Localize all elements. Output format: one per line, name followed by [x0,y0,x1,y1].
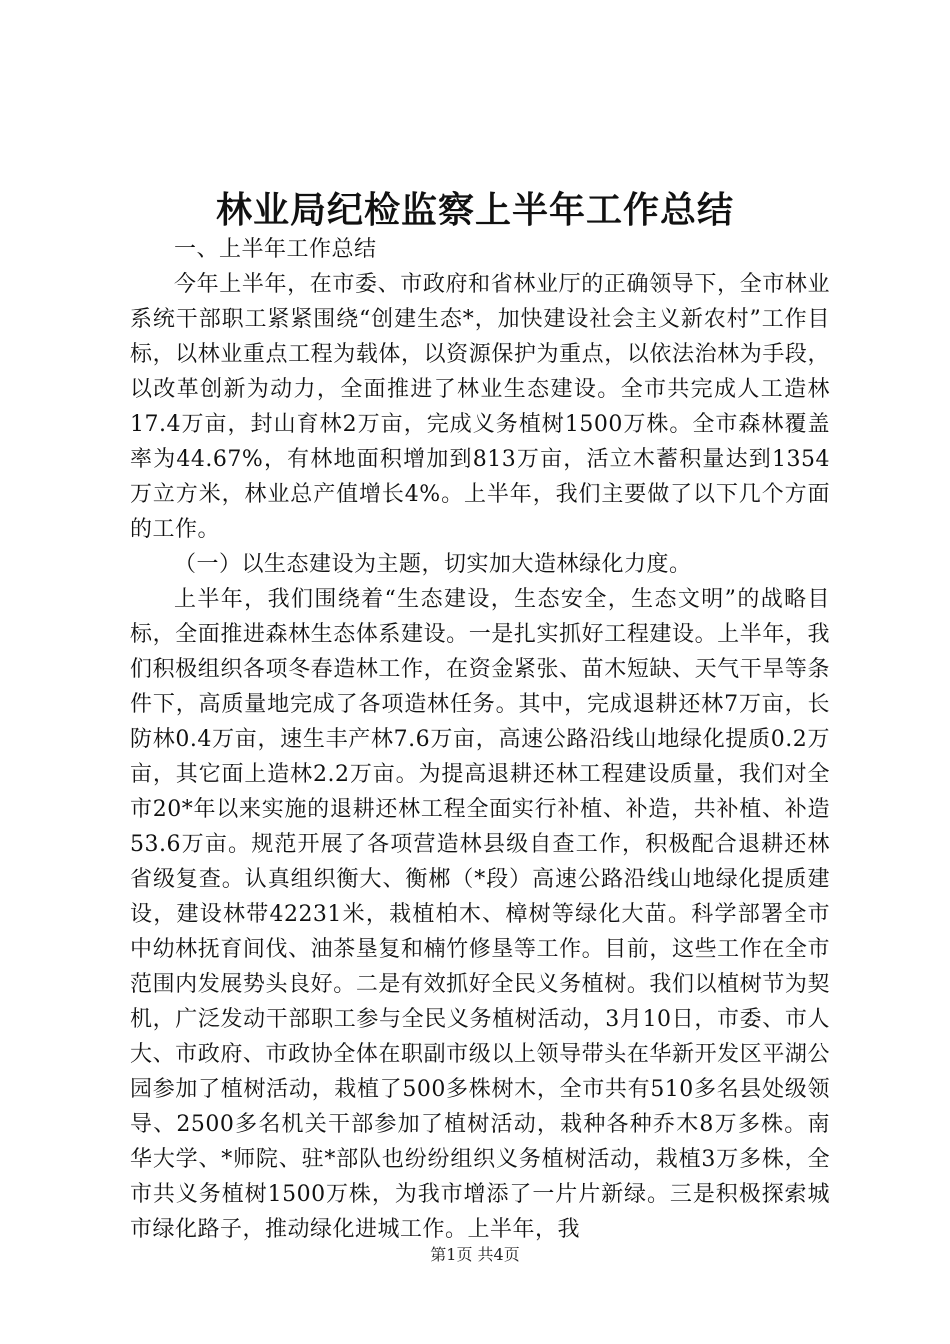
page-number-footer: 第1页 共4页 [430,1245,520,1264]
document-body [130,232,830,1247]
paragraph-summary: 今年上半年，在市委、市政府和省林业厅的正确领导下，全市林业系统干部职工紧紧围绕“创建生态*，加快建设社会主义新农村”工作目标，以林业重点工程为载体，以资源保护为重点，以依法治林为手段，以改革创新为动力，全面推进了林业生态建设。全市共完成人工造林17.4万亩，封山育林2万亩，完成义务植树1500万株。全市森林覆盖率为44.67%，有林地面积增加到813万亩，活立木蓄积量达到1354万立方米，林业总产值增长4%。上半年，我们主要做了以下几个方面的工作。 [130,272,830,542]
document-title: 林业局纪检监察上半年工作总结 [215,189,734,231]
subsection-heading: （一）以生态建设为主题，切实加大造林绿化力度。 [174,552,692,577]
section-heading: 一、上半年工作总结 [174,237,377,262]
paragraph-afforestation: 上半年，我们围绕着“生态建设，生态安全，生态文明”的战略目标，全面推进森林生态体系建设。一是扎实抓好工程建设。上半年，我们积极组织各项冬春造林工作，在资金紧张、苗木短缺、天气干旱等条件下，高质量地完成了各项造林任务。其中，完成退耕还林7万亩，长防林0.4万亩，速生丰产林7.6万亩，高速公路沿线山地绿化提质0.2万亩，其它面上造林2.2万亩。为提高退耕还林工程建设质量，我们对全市20*年以来实施的退耕还林工程全面实行补植、补造，共补植、补造53.6万亩。规范开展了各项营造林县级自查工作，积极配合退耕还林省级复查。认真组织衡大、衡郴（*段）高速公路沿线山地绿化提质建设，建设林带42231米，栽植柏木、樟树等绿化大苗。科学部署全市中幼林抚育间伐、油茶垦复和楠竹修垦等工作。目前，这些工作在全市范围内发展势头良好。二是有效抓好全民义务植树。我们以植树节为契机，广泛发动干部职工参与全民义务植树活动，3月10日，市委、市人大、市政府、市政协全体在职副市级以上领导带头在华新开发区平湖公园参加了植树活动，栽植了500多株树木，全市共有510多名县处级领导、2500多名机关干部参加了植树活动，栽种各种乔木8万多株。南华大学、*师院、驻*部队也纷纷组织义务植树活动，栽植3万多株，全市共义务植树1500万株，为我市增添了一片片新绿。三是积极探索城市绿化路子，推动绿化进城工作。上半年，我 [130,587,830,1242]
